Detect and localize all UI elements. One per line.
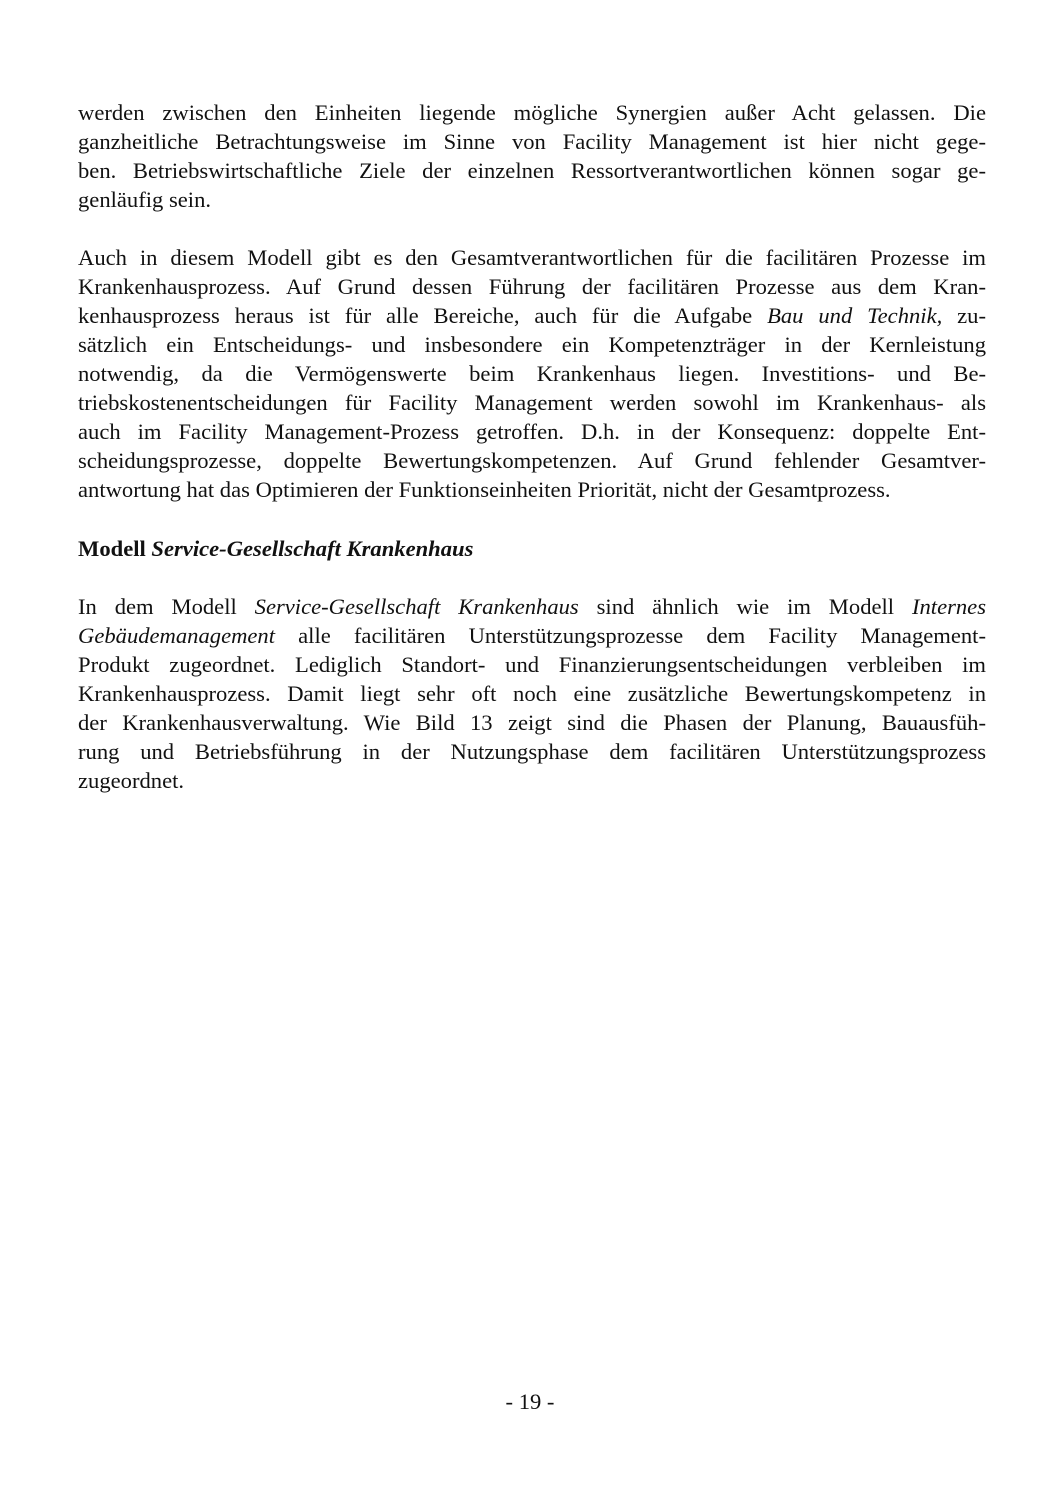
heading-plain: Modell bbox=[78, 536, 152, 561]
text-line: auch im Facility Management-Prozess getroffen. D.h. in der Konsequenz: doppelte Ent- bbox=[78, 419, 986, 444]
text-line: Krankenhausprozess. Damit liegt sehr oft noch eine zusätzliche Bewertungskompetenz in bbox=[78, 681, 986, 706]
emphasis-gebaeudemanagement: Gebäudemanagement bbox=[78, 623, 276, 648]
paragraph-synergien bbox=[78, 98, 986, 214]
text-line: werden zwischen den Einheiten liegende mögliche Synergien außer Acht gelassen. Die bbox=[78, 100, 986, 125]
text-line: scheidungsprozesse, doppelte Bewertungskompetenzen. Auf Grund fehlender Gesamtver- bbox=[78, 448, 986, 473]
text-line: sätzlich ein Entscheidungs- und insbesondere ein Kompetenzträger in der Kernleistung bbox=[78, 332, 986, 357]
text-line: Produkt zugeordnet. Lediglich Standort- und Finanzierungsentscheidungen verbleiben im bbox=[78, 652, 986, 677]
text-line: notwendig, da die Vermögenswerte beim Krankenhaus liegen. Investitions- und Be- bbox=[78, 361, 986, 386]
text-line: rung und Betriebsführung in der Nutzungsphase dem facilitären Unterstützungsprozess bbox=[78, 739, 986, 764]
section-heading bbox=[78, 534, 986, 563]
text-segment: In dem Modell bbox=[78, 594, 255, 619]
emphasis-internes: Internes bbox=[911, 594, 987, 619]
text-line: Auch in diesem Modell gibt es den Gesamtverantwortlichen für die facilitären Prozesse im bbox=[78, 245, 986, 270]
paragraph-service-gesellschaft bbox=[78, 592, 986, 795]
paragraph-gesamtverantwortliche bbox=[78, 243, 986, 504]
text-line: der Krankenhausverwaltung. Wie Bild 13 zeigt sind die Phasen der Planung, Bauausfüh- bbox=[78, 710, 986, 735]
text-line: ben. Betriebswirtschaftliche Ziele der einzelnen Ressortverantwortlichen können sogar ge- bbox=[78, 158, 986, 183]
text-line bbox=[78, 621, 986, 650]
text-line: genläufig sein. bbox=[78, 187, 212, 212]
page-number: - 19 - bbox=[505, 1389, 555, 1414]
text-line bbox=[78, 592, 986, 621]
text-line: antwortung hat das Optimieren der Funktionseinheiten Priorität, nicht der Gesamtprozess. bbox=[78, 477, 891, 502]
text-segment: alle facilitären Unterstützungsprozesse dem Facility Management- bbox=[275, 623, 986, 648]
text-segment: kenhausprozess heraus ist für alle Bereiche, auch für die Aufgabe bbox=[78, 303, 768, 328]
emphasis-service-gesellschaft: Service-Gesellschaft Krankenhaus bbox=[254, 594, 579, 619]
text-segment: zu- bbox=[942, 303, 986, 328]
text-segment: sind ähnlich wie im Modell bbox=[578, 594, 912, 619]
text-line: Krankenhausprozess. Auf Grund dessen Führung der facilitären Prozesse aus dem Kran- bbox=[78, 274, 986, 299]
heading-italic: Service-Gesellschaft Krankenhaus bbox=[151, 536, 474, 561]
text-line bbox=[78, 301, 986, 330]
document-page bbox=[78, 98, 986, 795]
text-line: triebskostenentscheidungen für Facility Management werden sowohl im Krankenhaus- als bbox=[78, 390, 986, 415]
emphasis-bau-und-technik: Bau und Technik, bbox=[767, 303, 943, 328]
text-line: zugeordnet. bbox=[78, 768, 185, 793]
text-line: ganzheitliche Betrachtungsweise im Sinne von Facility Management ist hier nicht gege- bbox=[78, 129, 986, 154]
